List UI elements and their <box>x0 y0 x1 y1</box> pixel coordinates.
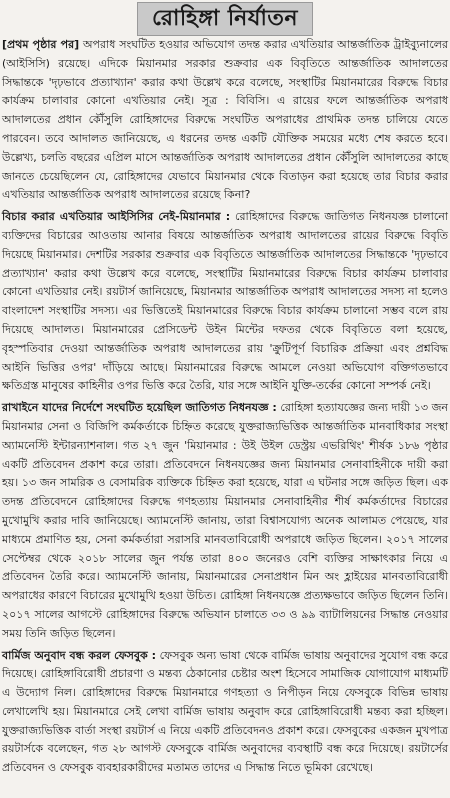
headline: রোহিঙ্গা নির্যাতন <box>137 2 313 36</box>
subheading: বিচার করার এখতিয়ার আইসিসির নেই-মিয়ানমার : <box>2 210 231 224</box>
paragraph-myanmar-response <box>2 208 448 396</box>
article-body <box>2 36 448 778</box>
continuation-marker: [প্রথম পৃষ্ঠার পর] <box>2 38 80 51</box>
subheading: বার্মিজ অনুবাদ বন্ধ করল ফেসবুক : <box>2 648 157 662</box>
paragraph-rakhine-ordered-by <box>2 399 448 643</box>
paragraph-facebook <box>2 647 448 779</box>
paragraph-text: রোহিঙ্গাদের বিরুদ্ধে জাতিগত নিধনযজ্ঞ চালানো ব্যক্তিদের বিচারের আওতায় আনার বিষয়ে আন্তর্জাতিক অপরাধ আদালতের রায়ের বিরুদ্ধে বিবৃতি দিয়েছে মিয়ানমার। দেশটির সরকার শুক্রবার এক বিবৃতিতে আন্তর্জাতিক আদালতের সিদ্ধান্তকে 'দৃঢ়ভাবে প্রত্যাখ্যান' করার কথা উল্লেখ করে বলেছে, সংস্থাটির মিয়ানমারের বিরুদ্ধে বিচার কার্যক্রম চালাবার কোনো এখতিয়ার নেই। রয়টার্স জানিয়েছে, মিয়ানমার আন্তর্জাতিক অপরাধ আদালতের সদস্য না হলেও বাংলাদেশ সংস্থাটির সদস্য। এর ভিত্তিতেই মিয়ানমারের বিরুদ্ধে বিচার কার্যক্রম চালানো সম্ভব বলে রায় দিয়েছে আদালত। মিয়ানমারের প্রেসিডেন্ট উইন মিন্টের দফতর থেকে বিবৃতিতে বলা হয়েছে, বৃহস্পতিবার দেওয়া আন্তর্জাতিক অপরাধ আদালতের রায় 'ক্রুটিপূর্ণ বিচারিক প্রক্রিয়া এবং প্রশ্নবিদ্ধ আইনি ভিত্তির ওপর' দাঁড়িয়ে আছে। মিয়ানমারের বিরুদ্ধে আমলে নেওয়া অভিযোগ বক্তিগতভাবে ক্ষতিগ্রস্ত মানুষের কাহিনীর ওপর ভিত্তি করে তৈরি, যার সঙ্গে আইনি যুক্তি-তর্কের কোনো সম্পর্ক নেই। <box>2 210 448 393</box>
paragraph-text: অপরাধ সংঘটিত হওয়ার অভিযোগ তদন্ত করার এখতিয়ার আন্তর্জাতিক ট্রাইব্যুনালের (আইসিসি) রয়েছে। এদিকে মিয়ানমার সরকার শুক্রবার এক বিবৃতিতে আন্তর্জাতিক আদালতের সিদ্ধান্তকে 'দৃঢ়ভাবে প্রত্যাখ্যান' করার কথা উল্লেখ করে বলেছে, সংস্থাটির মিয়ানমারের বিরুদ্ধে বিচার কার্যক্রম চালাবার কোনো এখতিয়ার নেই। সূত্র : বিবিসি। এ রায়ের ফলে আন্তর্জাতিক অপরাধ আদালতের প্রধান কৌঁসুলি রোহিঙ্গাদের বিরুদ্ধে সংঘটিত অপরাধের প্রাথমিক তদন্ত চালিয়ে যেতে পারবেন। তবে আদালত জানিয়েছে, এ ধরনের তদন্ত একটি যৌক্তিক সময়ের মধ্যে শেষ করতে হবে। উল্লেখ্য, চলতি বছরের এপ্রিল মাসে আন্তর্জাতিক অপরাধ আদালতের প্রধান কৌঁসুলি আদালতের কাছে জানতে চেয়েছিলেন যে, রোহিঙ্গাদের যেভাবে মিয়ানমার থেকে বিতাড়ন করা হয়েছে তার বিচার করার এখতিয়ার আন্তর্জাতিক অপরাধ আদালতের রয়েছে কিনা? <box>2 38 448 202</box>
headline-container <box>2 0 448 36</box>
paragraph-text: রোহিঙ্গা হত্যাযজ্ঞের জন্য দায়ী ১৩ জন মিয়ানমার সেনা ও বিজিপি কর্মকর্তাকে চিহ্নিত করেছে যুক্তরাজ্যভিত্তিক আন্তর্জাতিক মানবাধিকার সংস্থা অ্যামনেস্টি ইন্টারন্যাশনাল। গত ২৭ জুন 'মিয়ানমার : উই উইল ডেস্ট্রয় এভরিথিং' শীর্ষক ১৮৬ পৃষ্ঠার একটি প্রতিবেদন প্রকাশ করে তারা। প্রতিবেদনে নিধনযজ্ঞের জন্য মিয়ানমার সেনাবাহিনীকে দায়ী করা হয়। ১৩ জন সামরিক ও বেসামরিক ব্যক্তিকে চিহ্নিত করা হয়েছে, যারা এ ঘটনার সঙ্গে জড়িত ছিল। এক তদন্ত প্রতিবেদনে রোহিঙ্গাদের বিরুদ্ধে গণহত্যায় মিয়ানমার সেনাবাহিনীর শীর্ষ কর্মকর্তাদের বিচারের মুখোমুখি করার দাবি জানিয়েছে। অ্যামনেস্টি জানায়, তারা বিশ্বাসযোগ্য অনেক আলামত পেয়েছে, যার মাধ্যমে প্রমাণিত হয়, সেনা কর্মকর্তারা সরাসরি মানবতাবিরোধী অপরাধে জড়িত ছিলেন। ২০১৭ সালের সেপ্টেম্বর থেকে ২০১৮ সালের জুন পর্যন্ত তারা ৪০০ জনেরও বেশি ব্যক্তির সাক্ষাৎকার নিয়ে এ প্রতিবেদন তৈরি করে। অ্যামনেস্টি জানায়, মিয়ানমারের সেনাপ্রধান মিন অং হ্লাইয়ের মানবতাবিরোধী অপরাধের কারণে বিচারের মুখোমুখি হওয়া উচিত। রোহিঙ্গা নিধনযজ্ঞে প্রত্যক্ষভাবে জড়িত ছিলেন তিনি। ২০১৭ সালের আগস্টে রোহিঙ্গাদের বিরুদ্ধে অভিযান চালাতে ৩৩ ও ৯৯ ব্যাটালিয়নের সিদ্ধান্ত নেওয়ার সময় তিনি জড়িত ছিলেন। <box>2 401 448 640</box>
paragraph-text: ফেসবুক অন্য ভাষা থেকে বার্মিজ ভাষায় অনুবাদের সুযোগ বন্ধ করে দিয়েছে। রোহিঙ্গাবিরোধী প্রচারণা ও মন্তব্য ঠেকানোর চেষ্টার অংশ হিসেবে সামাজিক যোগাযোগ মাধ্যমটি এ উদ্যোগ নিল। রোহিঙ্গাদের বিরুদ্ধে মিয়ানমারে গণহত্যা ও নিপীড়ন নিয়ে ফেসবুকে বিভিন্ন ভাষায় লেখালেখি হয়। মিয়ানমারে সেই লেখা বার্মিজ ভাষায় অনুবাদ করে রোহিঙ্গাবিরোধী মন্তব্য করা হচ্ছিল। যুক্তরাজ্যভিত্তিক বার্তা সংস্থা রয়টার্স এ নিয়ে একটি প্রতিবেদনও প্রকাশ করে। ফেসবুকের একজন মুখপাত্র রয়টার্সকে বলেছেন, গত ২৮ আগস্ট ফেসবুকে বার্মিজ অনুবাদের ব্যবস্থাটি বন্ধ করে দিয়েছে। রয়টার্সের প্রতিবেদন ও ফেসবুক ব্যবহারকারীদের মতামত তাদের এ সিদ্ধান্ত নিতে ভূমিকা রেখেছে। <box>2 648 448 775</box>
subheading: রাখাইনে যাদের নির্দেশে সংঘটিত হয়েছিল জাতিগত নিধনযজ্ঞ : <box>2 401 277 415</box>
paragraph-continuation <box>2 36 448 205</box>
